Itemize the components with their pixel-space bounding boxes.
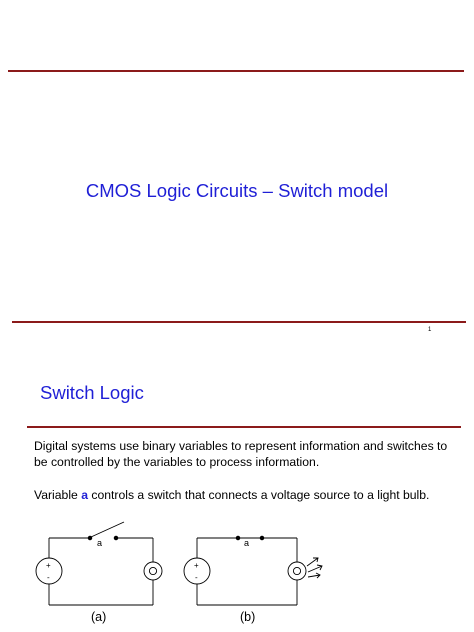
title-underline (27, 426, 461, 428)
circuit-a-bulb-icon (144, 562, 162, 580)
variable-paragraph (34, 487, 464, 503)
circuit-b-switch-contact-right (260, 536, 264, 540)
variable-a-highlight: a (81, 488, 88, 502)
switch-circuit-figures (0, 510, 474, 610)
slide-divider (12, 321, 466, 323)
circuit-a-switch-contact-right (114, 536, 118, 540)
top-divider (8, 70, 464, 72)
circuit-a-switch-label: a (97, 538, 103, 548)
page-number: 1 (428, 327, 432, 333)
circuit-b-switch-label: a (244, 538, 250, 548)
figure-b-caption: (b) (240, 610, 256, 624)
circuit-a-bulb-filament (149, 567, 156, 574)
circuit-b-bulb-filament (293, 567, 300, 574)
intro-paragraph: Digital systems use binary variables to represent information and switches to be controlled by the variables to process information. (34, 439, 448, 469)
circuit-b-source-minus: - (195, 573, 198, 582)
variable-paragraph-prefix: Variable (34, 488, 82, 502)
circuit-a-source-plus: + (46, 561, 51, 570)
circuit-b (184, 536, 322, 605)
slide-2-title: Switch Logic (40, 382, 144, 403)
circuit-a-source-minus: - (47, 573, 50, 582)
circuit-a (36, 522, 162, 605)
circuit-b-source-plus: + (194, 561, 199, 570)
circuit-b-bulb-icon (288, 562, 306, 580)
figure-a-caption: (a) (91, 610, 107, 624)
slide-1-title: CMOS Logic Circuits – Switch model (85, 180, 389, 201)
light-rays-icon (307, 558, 322, 578)
circuit-a-switch-arm-open (91, 522, 124, 537)
variable-paragraph-suffix: controls a switch that connects a voltage source to a light bulb. (87, 488, 430, 502)
